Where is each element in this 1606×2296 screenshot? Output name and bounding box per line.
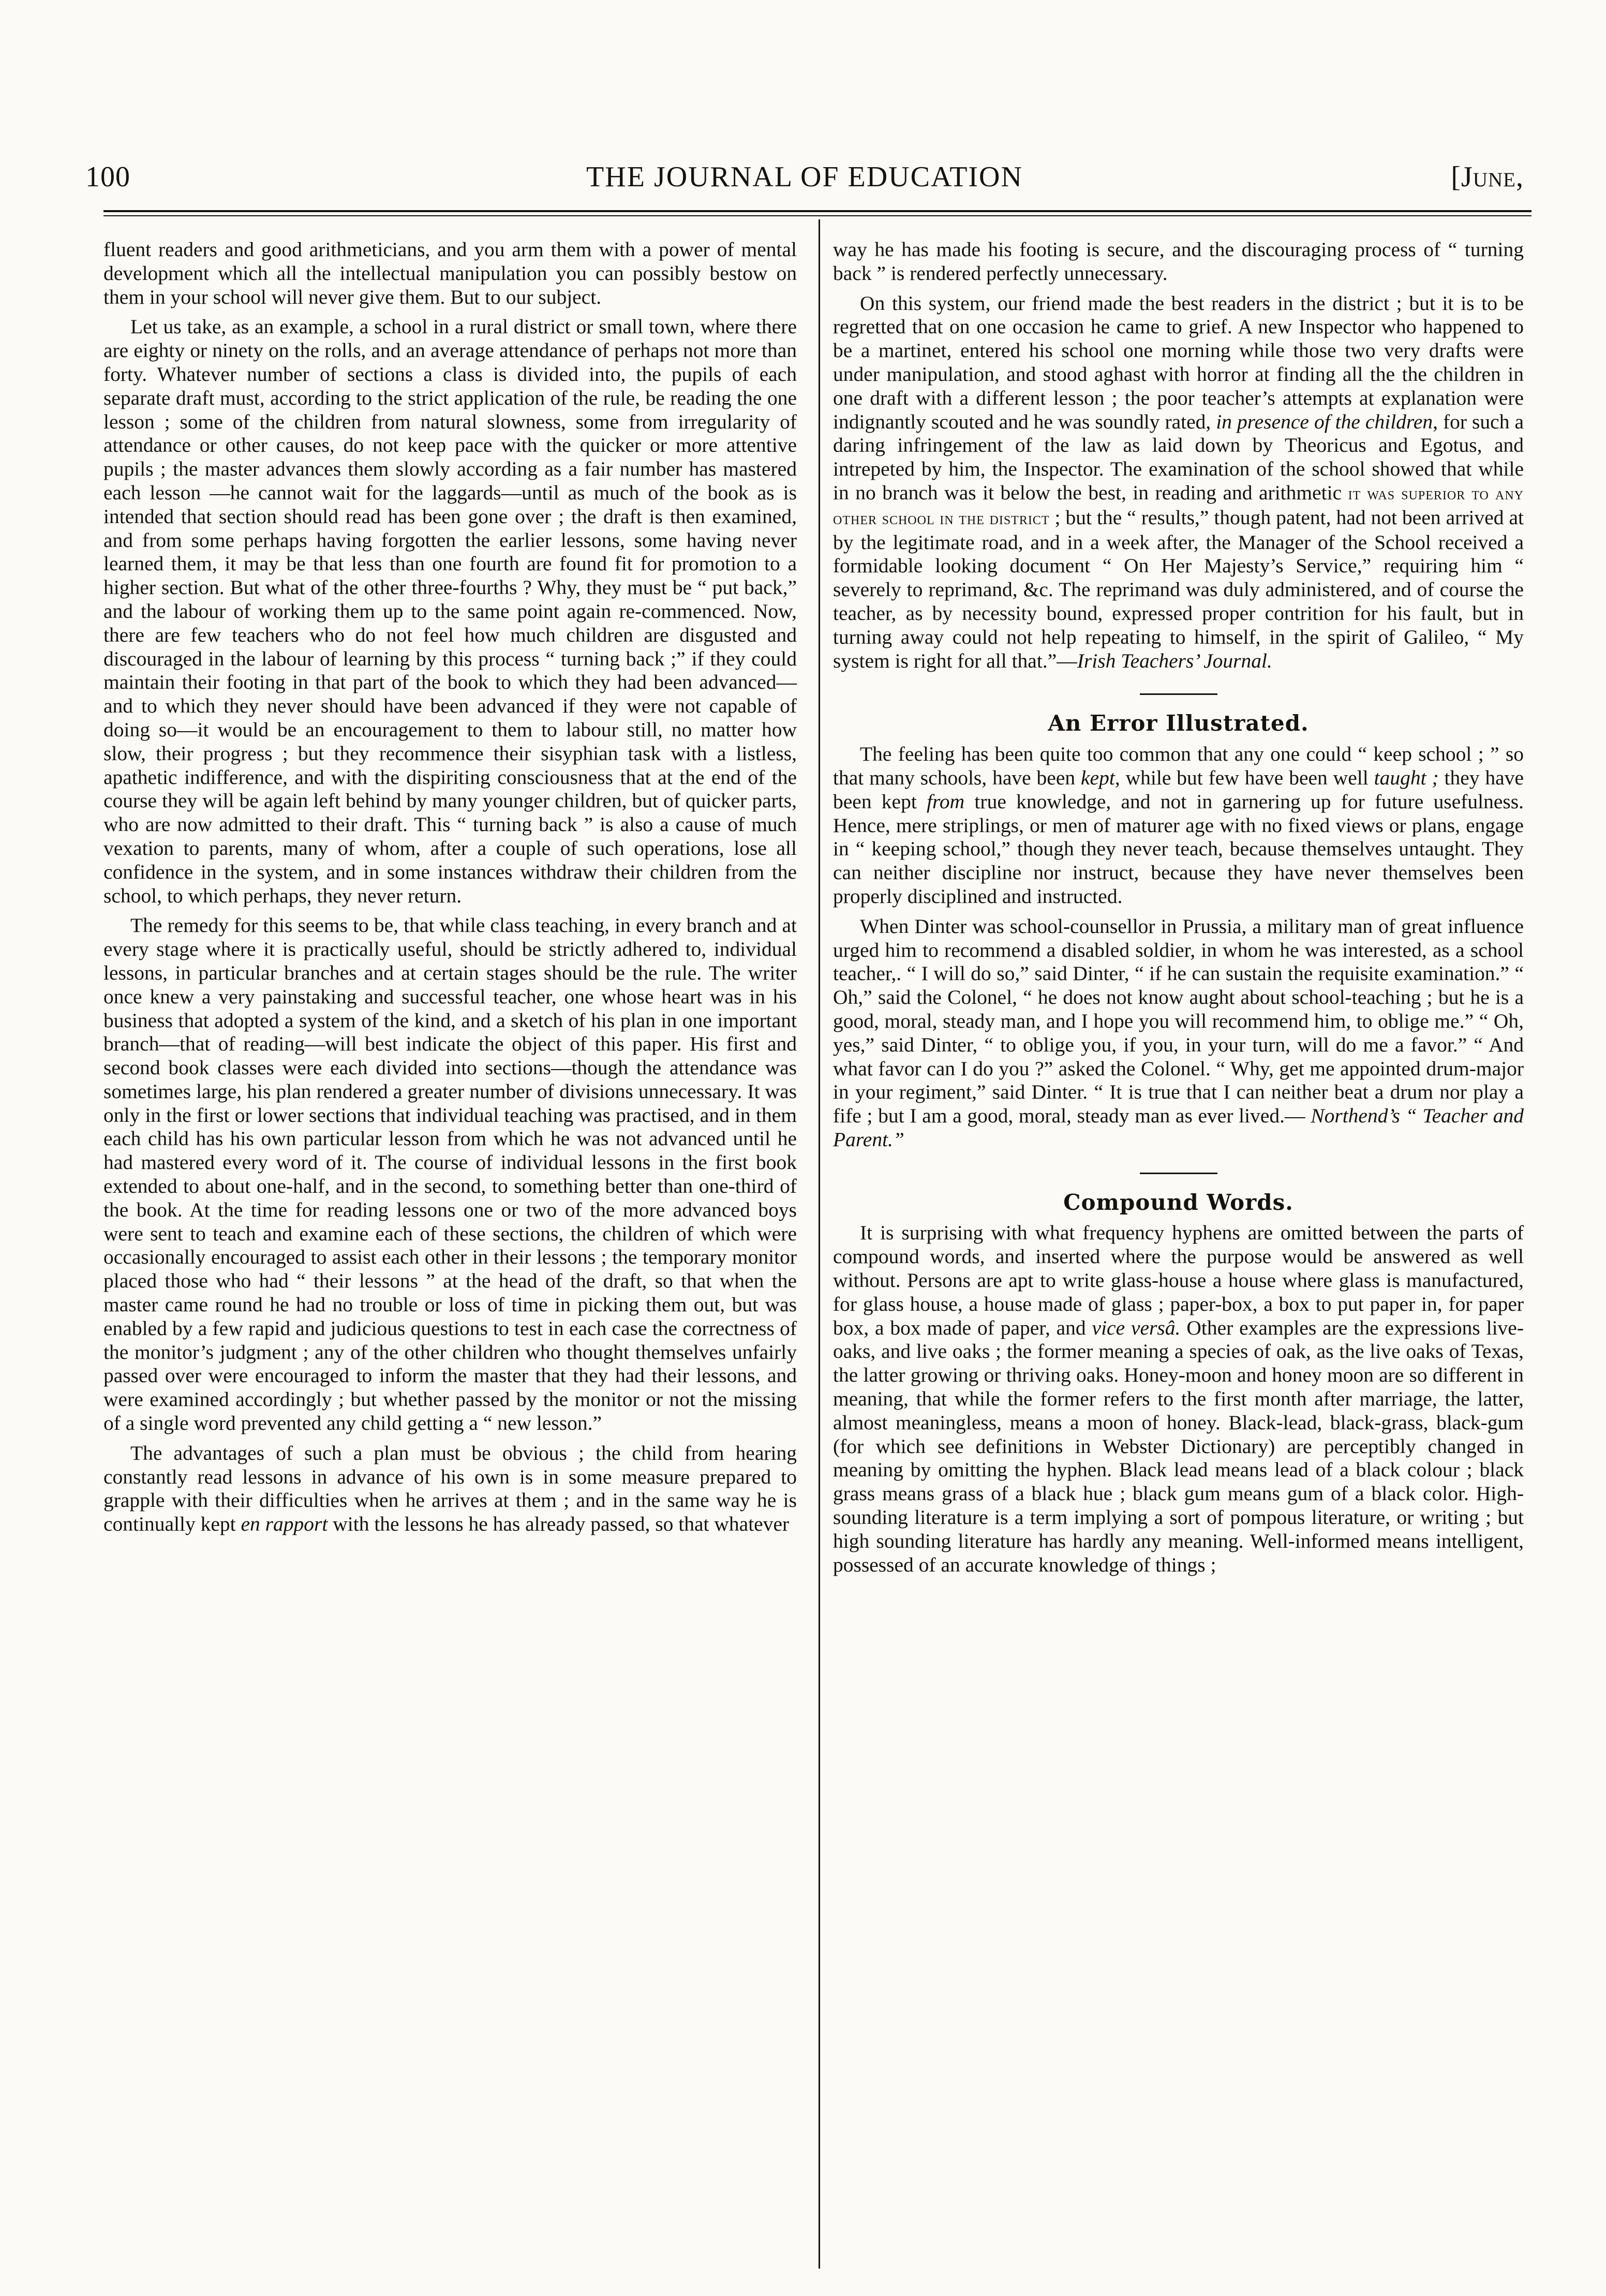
text-run: true knowledge, and not in garnering up for future usefulness. Hence, mere striplings, or men of maturer age with no fixed views or plans, engage in “ keeping school,” though they never teach, because themselves untaught. They can neither discipline nor instruct, because they have never themselves been properly disciplined and instructed. (833, 790, 1524, 908)
paragraph (833, 743, 1524, 909)
paragraph: Let us take, as an example, a school in a rural district or small town, where there are eighty or ninety on the rolls, and an average attendance of perhaps not more than forty. Whatever number of sections a class is divided into, the pupils of each separate draft must, according to the strict application of the rule, be reading the one lesson ; some of the children from natural slowness, some from irregularity of attendance or other causes, do not keep pace with the quicker or more attentive pupils ; the master advances them slowly according as a fair number has mastered each lesson —he cannot wait for the laggards—until as much of the book as is intended that section should read has been gone over ; the draft is then examined, and from some perhaps having forgotten the earlier lessons, some having never learned them, it may be that less than one fourth are found fit for promotion to a higher section. But what of the other three-fourths ? Why, they must be “ put back,” and the labour of working them up to the same point again re-commenced. Now, there are few teachers who do not feel how much children are disgusted and discouraged in the labour of learning by this process “ turning back ;” if they could maintain their footing in that part of the book to which they had been advanced—and to which they never should have been advanced if they were not capable of doing so—it would be an encouragement to them to labour still, no matter how slow, their progress ; but they recommence their sisyphian task with a listless, apathetic indifference, and with the dispiriting consciousness that at the end of the course they will be again left behind by many younger children, but of quicker parts, who are now admitted to their draft. This “ turning back ” is also a cause of much vexation to parents, many of whom, after a couple of such operations, lose all confidence in the system, and in some instances withdraw their children from the school, to which perhaps, they never return. (103, 315, 797, 907)
page-number: 100 (85, 161, 130, 193)
source-citation: Northend’s “ Teacher and Parent.” (833, 1104, 1524, 1151)
italic-phrase: vice versâ. (1092, 1316, 1181, 1339)
text-run: Other examples are the expressions live-oaks, and live oaks ; the former meaning a species of oak, as the live oaks of Texas, the latter growing or thriving oaks. Honey-moon and honey moon are so different in meaning, that while the former refers to the first month after marriage, the latter, almost meaningless, means a moon of honey. Black-lead, black-grass, black-gum (for which see definitions in Webster Dictionary) are perceptibly changed in meaning by omitting the hyphen. Black lead means lead of a black colour ; black grass means grass of a black hue ; black gum means gum of a black color. High-sounding literature is a term implying a sort of pompous literature, or writing ; but high sounding literature has hardly any meaning. Well-informed means intelligent, possessed of an accurate knowledge of things ; (833, 1316, 1524, 1576)
section-heading: An Error Illustrated. (1048, 710, 1309, 736)
section-divider (1140, 693, 1217, 695)
column-divider (819, 219, 820, 2269)
italic-word: kept (1081, 766, 1115, 789)
paragraph: way he has made his footing is secure, and the discouraging process of “ turning back ” is rendered perfectly unnecessary. (833, 238, 1524, 285)
text-run: ; but the “ results,” though patent, had not been arrived at by the legitimate road, and in a week after, the Manager of the School received a formidable looking document “ On Her Majesty’s Service,” requiring him “ severely to reprimand, &c. The reprimand was duly administered, and of course the teacher, as by necessity bound, expressed proper contrition for his fault, but in turning away could not help repeating to himself, in the spirit of Galileo, “ My system is right for all that.”— (833, 506, 1524, 672)
paragraph (833, 292, 1524, 673)
text-run: they have been kept (833, 766, 1524, 813)
header-rule-thick (103, 210, 1531, 212)
header-rule-thin (103, 215, 1531, 216)
small-caps-phrase: it was superior to any other school in the district (833, 484, 1524, 528)
issue-month: [June, (1451, 161, 1524, 193)
text-run: with the lessons he has already passed, so that whatever (328, 1513, 790, 1536)
journal-title: THE JOURNAL OF EDUCATION (586, 161, 1023, 193)
italic-phrase: en rapport (241, 1513, 328, 1536)
text-run: When Dinter was school-counsellor in Prussia, a military man of great influence urged him to recommend a disabled soldier, in whom he was interested, as a school teacher,. “ I will do so,” said Dinter, “ if he can sustain the requisite examination.” “ Oh,” said the Colonel, “ he does not know aught about school-teaching ; but he is a good, moral, steady man, and I hope you will recommend him, to oblige me.” “ Oh, yes,” said Dinter, “ to oblige you, if you, in your turn, will do me a favor.” “ And what favor can I do you ?” asked the Colonel. “ Why, get me appointed drum-major in your regiment,” said Dinter. “ It is true that I can neither beat a drum nor play a fife ; but I am a good, moral, steady man as ever lived.— (833, 914, 1524, 1128)
right-column (833, 238, 1524, 1583)
text-run: , while but few have been well (1114, 766, 1374, 789)
section-heading: Compound Words. (1063, 1189, 1293, 1215)
paragraph (833, 915, 1524, 1152)
italic-word: taught ; (1374, 766, 1439, 789)
paragraph (103, 1442, 797, 1536)
text-run: On this system, our friend made the best readers in the district ; but it is to be regretted that on one occasion he came to grief. A new Inspector who happened to be a martinet, entered his school one morning while those two very drafts were under manipulation, and stood aghast with horror at finding all the the children in one draft with a different lesson ; the poor teacher’s attempts at explanation were indignantly scouted and he was soundly rated, (833, 291, 1524, 433)
italic-phrase: in presence of the children (1216, 410, 1433, 433)
text-run: The feeling has been quite too common that any one could “ keep school ; ” so that many schools, have been (833, 743, 1524, 789)
text-run: It is surprising with what frequency hyphens are omitted between the parts of compound words, and inserted where the purpose would be answered as well without. Persons are apt to write glass-house a house where glass is manufactured, for glass house, a house made of glass ; paper-box, a box to put paper in, for paper box, a box made of paper, and (833, 1221, 1524, 1339)
page-header (85, 160, 1524, 202)
left-column (103, 238, 797, 1543)
section-divider (1140, 1173, 1217, 1174)
text-run: The advantages of such a plan must be obvious ; the child from hearing constantly read lessons in advance of his own is in some measure prepared to grapple with their difficulties when he arrives at them ; and in the same way he is continually kept (103, 1441, 797, 1536)
italic-word: from (927, 790, 965, 813)
paragraph (833, 1221, 1524, 1577)
paragraph: The remedy for this seems to be, that while class teaching, in every branch and at every stage where it is practically useful, should be strictly adhered to, individual lessons, in particular branches and at certain stages should be the rule. The writer once knew a very painstaking and successful teacher, one whose heart was in his business that adopted a system of the kind, and a sketch of his plan in one important branch—that of reading—will best indicate the object of this paper. His first and second book classes were each divided into sections—though the attendance was sometimes large, his plan rendered a greater number of divisions unnecessary. It was only in the first or lower sections that individual teaching was practised, and in them each child has his own particular lesson from which he was not advanced until he had mastered every word of it. The course of individual lessons in the first book extended to about one-half, and in the second, to something better than one-third of the book. At the time for reading lessons one or two of the more advanced boys were sent to teach and examine each of these sections, the children of which were occasionally encouraged to assist each other in their lessons ; the temporary monitor placed those who had “ their lessons ” at the head of the draft, so that when the master came round he had no trouble or loss of time in picking them out, but was enabled by a few rapid and judicious questions to test in each case the correctness of the monitor’s judgment ; any of the other children who thought themselves unfairly passed over were encouraged to inform the master that they had their lessons, and were examined accordingly ; but whether passed by the monitor or not the missing of a single word prevented any child getting a “ new lesson.” (103, 914, 797, 1435)
source-citation: Irish Teachers’ Journal. (1077, 649, 1272, 672)
paragraph: fluent readers and good arithmeticians, and you arm them with a power of mental development which all the intellectual manipulation you can possibly bestow on them in your school will never give them. But to our subject. (103, 238, 797, 308)
text-run: , for such a daring infringement of the law as laid down by Theoricus and Egotus, and intrepeted by him, the Inspector. The examination of the school showed that while in no branch was it below the best, in reading and arithmetic (833, 410, 1524, 504)
